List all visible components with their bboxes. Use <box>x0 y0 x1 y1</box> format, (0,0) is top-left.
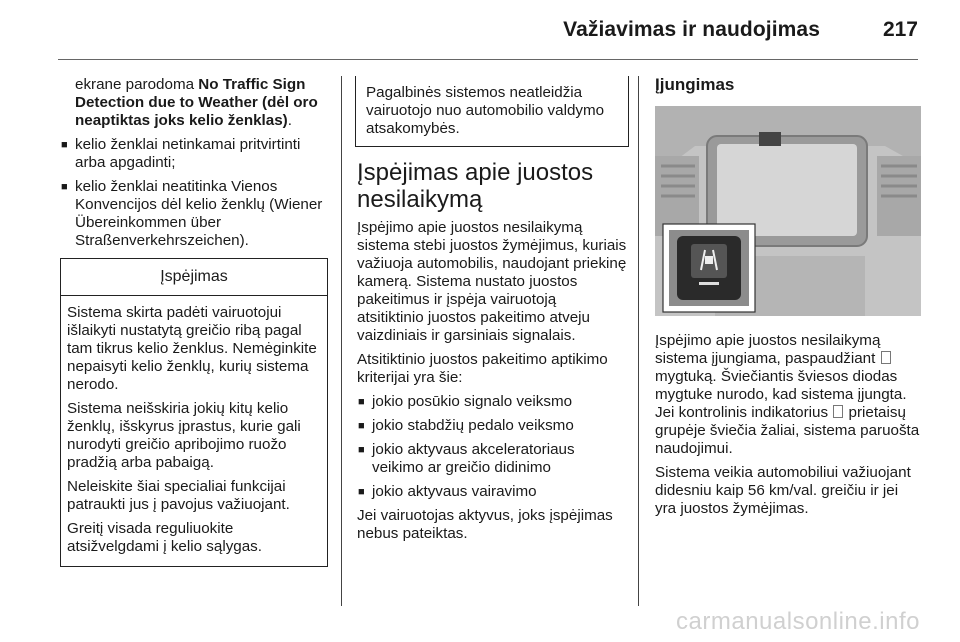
paragraph: Įspėjimo apie juostos nesilaikymą sistema stebi juostos žymėjimus, kuriais važiuoja automobilis, naudojant priekinę kamerą. Sistema nustato juostos pakeitimus ir įspėja vairuotoją atsitiktinio juostos pakeitimo atveju vaizdiniais ir garsiniais signalais. <box>357 219 627 344</box>
warning-body <box>61 296 327 566</box>
bullet-square-icon: ■ <box>61 139 68 151</box>
list-item <box>357 393 627 411</box>
paragraph: Atsitiktinio juostos pakeitimo aptikimo kriterijai yra šie: <box>357 351 608 386</box>
paragraph <box>655 332 923 458</box>
bullet-square-icon: ■ <box>358 486 365 498</box>
header-title: Važiavimas ir naudojimas <box>563 18 820 41</box>
list-item-text: jokio aktyvaus vairavimo <box>372 483 537 500</box>
intro-paragraph <box>60 76 328 130</box>
lane-departure-icon <box>881 351 891 364</box>
dashboard-photo <box>655 106 921 316</box>
column-divider <box>341 76 342 606</box>
warning-paragraph: Sistema skirta padėti vairuotojui išlaikyti nustatytą greičio ribą pagal tam tikrus kelio ženklus. Nemėginkite nepaisyti kelio ženklų, kurių sistema nerodo. <box>67 304 317 393</box>
list-item-text: jokio stabdžių pedalo veiksmo <box>372 417 574 434</box>
warning-paragraph: Sistema neišskiria jokių kitų kelio ženklų, išskyrus įprastus, kurie gali nurodyti greičio apribojimo ruožo pradžią arba pabaigą. <box>67 400 301 471</box>
list-item <box>60 178 328 250</box>
bullet-square-icon: ■ <box>358 420 365 432</box>
list-item <box>60 136 328 172</box>
warning-paragraph: Neleiskite šiai specialiai funkcijai patraukti jus į pavojus važiuojant. <box>67 478 290 513</box>
list-item-text: kelio ženklai netinkamai pritvirtinti arba apgadinti; <box>75 136 301 171</box>
intro-text: ekrane parodoma <box>75 76 199 93</box>
page-header <box>0 0 960 62</box>
warning-box <box>60 258 328 567</box>
criteria-list <box>357 393 627 501</box>
section-heading: Įspėjimas apie juostos nesilaikymą <box>357 159 594 213</box>
dashboard-illustration <box>655 106 921 316</box>
list-item-text: jokio aktyvaus akceleratoriaus veikimo ar greičio didinimo <box>372 441 575 476</box>
paragraph: Sistema veikia automobiliui važiuojant didesniu kaip 56 km/val. greičiu ir jei yra juostos žymėjimas. <box>655 464 911 517</box>
bullet-square-icon: ■ <box>358 444 365 456</box>
text-segment: Įspėjimo apie juostos nesilaikymą sistema įjungiama, paspaudžiant <box>655 332 881 367</box>
intro-end: . <box>287 112 292 129</box>
warning-paragraph: Greitį visada reguliuokite atsižvelgdami į kelio sąlygas. <box>67 520 262 555</box>
intro-bold-text: No Traffic Sign Detection due to Weather (dėl oro neaptiktas joks kelio ženklas) <box>75 76 318 129</box>
text-segment: prietaisų grupėje šviečia žaliai, sistema paruošta naudojimui. <box>655 404 920 457</box>
warning-title: Įspėjimas <box>61 259 327 296</box>
bullet-list <box>60 136 328 250</box>
note-box <box>355 76 629 147</box>
paragraph: Jei vairuotojas aktyvus, joks įspėjimas nebus pateiktas. <box>357 507 613 542</box>
text-segment: mygtuką. Šviečiantis šviesos diodas mygtuke nurodo, kad sistema įjungta. Jei kontrolinis indikatorius <box>655 368 907 421</box>
note-text: Pagalbinės sistemos neatleidžia vairuotojo nuo automobilio valdymo atsakomybės. <box>366 84 605 137</box>
column-1 <box>60 76 328 567</box>
list-item-text: kelio ženklai neatitinka Vienos Konvencijos dėl kelio ženklų (Wiener Übereinkommen über Straßenverkehrszeichen). <box>75 178 323 249</box>
section-heading: Įjungimas <box>655 75 735 94</box>
list-item <box>357 483 627 501</box>
bullet-square-icon: ■ <box>61 181 68 193</box>
watermark: carmanualsonline.info <box>676 608 920 635</box>
header-rule <box>58 59 918 60</box>
list-item-text: jokio posūkio signalo veiksmo <box>372 393 573 410</box>
list-item <box>357 417 627 435</box>
lane-departure-icon <box>833 405 843 418</box>
bullet-square-icon: ■ <box>358 396 365 408</box>
page-number: 217 <box>882 18 918 41</box>
column-2 <box>357 76 627 549</box>
column-3 <box>655 76 923 524</box>
list-item <box>357 441 627 477</box>
column-divider <box>638 76 639 606</box>
